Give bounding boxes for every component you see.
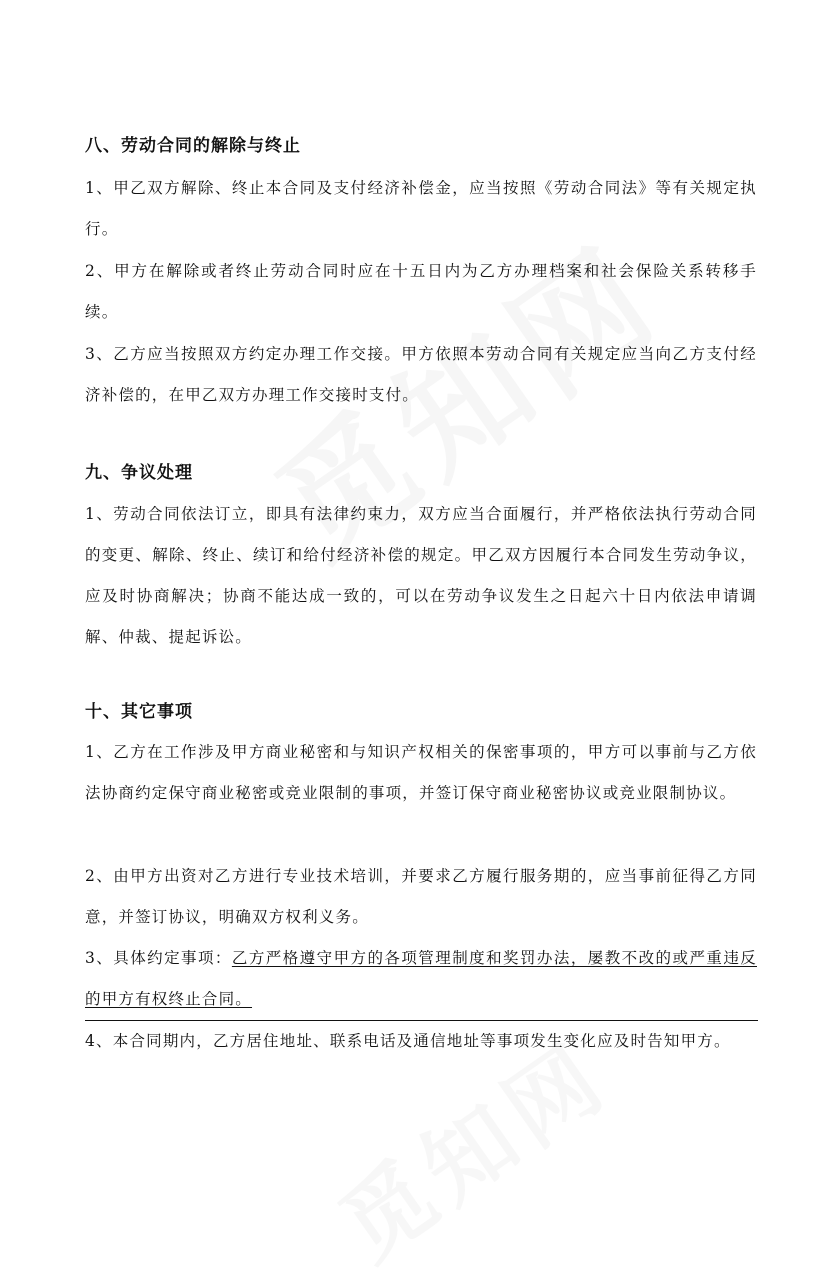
section9-item1: 1、劳动合同依法订立，即具有法律约束力，双方应当合面履行，并严格依法执行劳动合同的变更、解除、终止、续订和给付经济补偿的规定。甲乙双方因履行本合同发生劳动争议，应及时协商解决；协商不能达成一致的，可以在劳动争议发生之日起六十日内依法申请调解、仲裁、提起诉讼。 [85, 505, 757, 646]
section-heading-other: 十、其它事项 [85, 702, 193, 722]
section10-item4: 4、本合同期内，乙方居住地址、联系电话及通信地址等事项发生变化应及时告知甲方。 [85, 1032, 731, 1050]
section8-item2: 2、甲方在解除或者终止劳动合同时应在十五日内为乙方办理档案和社会保险关系转移手续。 [85, 262, 757, 321]
section8-item3: 3、乙方应当按照双方约定办理工作交接。甲方依照本劳动合同有关规定应当向乙方支付经济补偿的，在甲乙双方办理工作交接时支付。 [85, 345, 757, 404]
item3-prefix: 3、具体约定事项： [85, 949, 232, 967]
section-heading-termination: 八、劳动合同的解除与终止 [85, 136, 301, 156]
section10-item2: 2、由甲方出资对乙方进行专业技术培训，并要求乙方履行服务期的，应当事前征得乙方同意，并签订协议，明确双方权利义务。 [85, 867, 757, 926]
section8-item1: 1、甲乙双方解除、终止本合同及支付经济补偿金，应当按照《劳动合同法》等有关规定执行。 [85, 179, 757, 238]
item3-filled-text: 乙方严格遵守甲方的各项管理制度和奖罚办法，屡教不改的或严重违反的甲方有权终止合同。 [85, 949, 757, 1008]
section-heading-dispute: 九、争议处理 [85, 463, 193, 483]
section10-item1: 1、乙方在工作涉及甲方商业秘密和与知识产权相关的保密事项的，甲方可以事前与乙方依法协商约定保守商业秘密或竞业限制的事项，并签订保守商业秘密协议或竞业限制协议。 [85, 743, 757, 802]
section10-item3 [85, 938, 757, 1020]
